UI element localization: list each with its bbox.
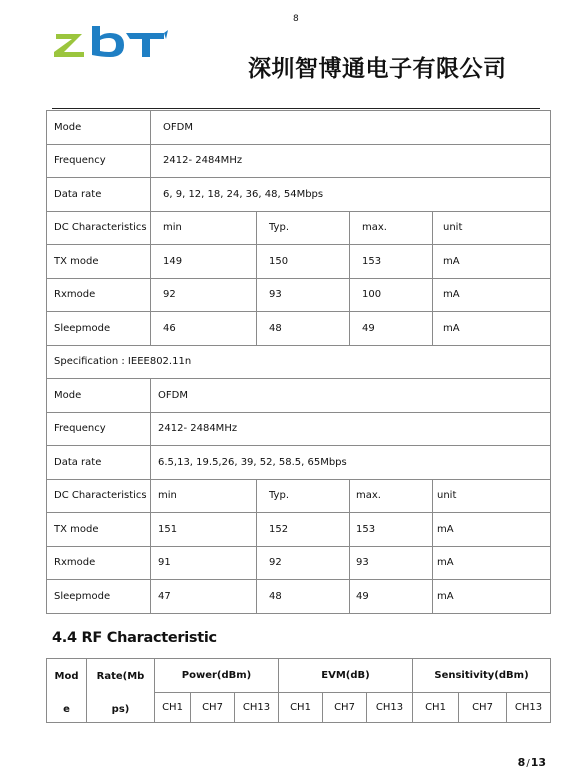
rate-header-bottom: ps) — [111, 703, 130, 715]
table-row — [47, 446, 551, 480]
dc-cell: 100 — [350, 278, 433, 312]
row-label: Frequency — [47, 144, 151, 178]
channel-cell: CH13 — [507, 693, 551, 723]
channel-cell: CH1 — [155, 693, 191, 723]
table-row — [47, 278, 551, 312]
table-row — [47, 379, 551, 413]
dc-header-cell: max. — [350, 479, 433, 513]
row-label: Mode — [47, 379, 151, 413]
header-divider — [52, 108, 540, 109]
mode-header-top: Mod — [54, 670, 79, 682]
dc-cell: 152 — [257, 513, 350, 547]
dc-cell: 47 — [151, 580, 257, 614]
dc-header-cell: unit — [433, 479, 551, 513]
channel-cell: CH1 — [279, 693, 323, 723]
channel-cell: CH13 — [235, 693, 279, 723]
dc-header-cell: DC Characteristics — [47, 211, 151, 245]
row-value: 2412- 2484MHz — [151, 412, 551, 446]
dc-cell: TX mode — [47, 245, 151, 279]
row-value: 2412- 2484MHz — [151, 144, 551, 178]
page-number-top: 8 — [293, 14, 299, 24]
row-value: OFDM — [151, 111, 551, 145]
rate-header-top: Rate(Mb — [96, 670, 145, 682]
channel-cell: CH7 — [323, 693, 367, 723]
dc-cell: 151 — [151, 513, 257, 547]
dc-cell: mA — [433, 312, 551, 346]
channel-cell: CH7 — [459, 693, 507, 723]
row-label: Frequency — [47, 412, 151, 446]
row-label: Mode — [47, 111, 151, 145]
table-row — [47, 580, 551, 614]
dc-cell: 93 — [350, 546, 433, 580]
dc-cell: TX mode — [47, 513, 151, 547]
page-separator: / — [526, 758, 530, 769]
dc-cell: 46 — [151, 312, 257, 346]
rf-header-row — [47, 659, 551, 693]
dc-cell: mA — [433, 245, 551, 279]
table-row — [47, 312, 551, 346]
dc-cell: mA — [433, 278, 551, 312]
sensitivity-header: Sensitivity(dBm) — [413, 659, 551, 693]
table-row — [47, 111, 551, 145]
dc-cell: 49 — [350, 580, 433, 614]
dc-cell: Sleepmode — [47, 580, 151, 614]
dc-header-cell: unit — [433, 211, 551, 245]
company-logo — [52, 26, 168, 60]
dc-cell: mA — [433, 580, 551, 614]
row-value: OFDM — [151, 379, 551, 413]
dc-cell: mA — [433, 513, 551, 547]
dc-header-row — [47, 211, 551, 245]
dc-cell: 49 — [350, 312, 433, 346]
channel-cell: CH7 — [191, 693, 235, 723]
dc-cell: 92 — [151, 278, 257, 312]
company-name: 深圳智博通电子有限公司 — [248, 56, 507, 82]
section-title: 4.4 RF Characteristic — [52, 630, 217, 646]
dc-cell: mA — [433, 546, 551, 580]
dc-cell: 91 — [151, 546, 257, 580]
total-pages: 13 — [530, 756, 546, 769]
dc-cell: 48 — [257, 312, 350, 346]
dc-cell: Rxmode — [47, 546, 151, 580]
table-row — [47, 513, 551, 547]
evm-header: EVM(dB) — [279, 659, 413, 693]
row-label: Data rate — [47, 446, 151, 480]
dc-cell: 149 — [151, 245, 257, 279]
page-footer — [518, 756, 546, 769]
wifi-spec-table — [46, 110, 551, 614]
power-header: Power(dBm) — [155, 659, 279, 693]
dc-cell: 93 — [257, 278, 350, 312]
mode-header — [47, 659, 87, 723]
dc-header-cell: Typ. — [257, 211, 350, 245]
channel-cell: CH13 — [367, 693, 413, 723]
dc-header-cell: min — [151, 211, 257, 245]
channel-cell: CH1 — [413, 693, 459, 723]
specification-label: Specification : IEEE802.11n — [47, 345, 551, 379]
dc-header-cell: min — [151, 479, 257, 513]
rf-characteristic-table — [46, 658, 551, 723]
dc-cell: Rxmode — [47, 278, 151, 312]
dc-cell: 48 — [257, 580, 350, 614]
current-page: 8 — [517, 756, 526, 769]
dc-cell: Sleepmode — [47, 312, 151, 346]
dc-header-row — [47, 479, 551, 513]
dc-cell: 150 — [257, 245, 350, 279]
row-value: 6, 9, 12, 18, 24, 36, 48, 54Mbps — [151, 178, 551, 212]
dc-cell: 92 — [257, 546, 350, 580]
dc-header-cell: DC Characteristics — [47, 479, 151, 513]
row-value: 6.5,13, 19.5,26, 39, 52, 58.5, 65Mbps — [151, 446, 551, 480]
dc-cell: 153 — [350, 513, 433, 547]
specification-row — [47, 345, 551, 379]
rate-header — [87, 659, 155, 723]
row-label: Data rate — [47, 178, 151, 212]
table-row — [47, 245, 551, 279]
mode-header-bottom: e — [63, 703, 70, 715]
dc-cell: 153 — [350, 245, 433, 279]
dc-header-cell: max. — [350, 211, 433, 245]
table-row — [47, 178, 551, 212]
table-row — [47, 412, 551, 446]
dc-header-cell: Typ. — [257, 479, 350, 513]
table-row — [47, 546, 551, 580]
table-row — [47, 144, 551, 178]
